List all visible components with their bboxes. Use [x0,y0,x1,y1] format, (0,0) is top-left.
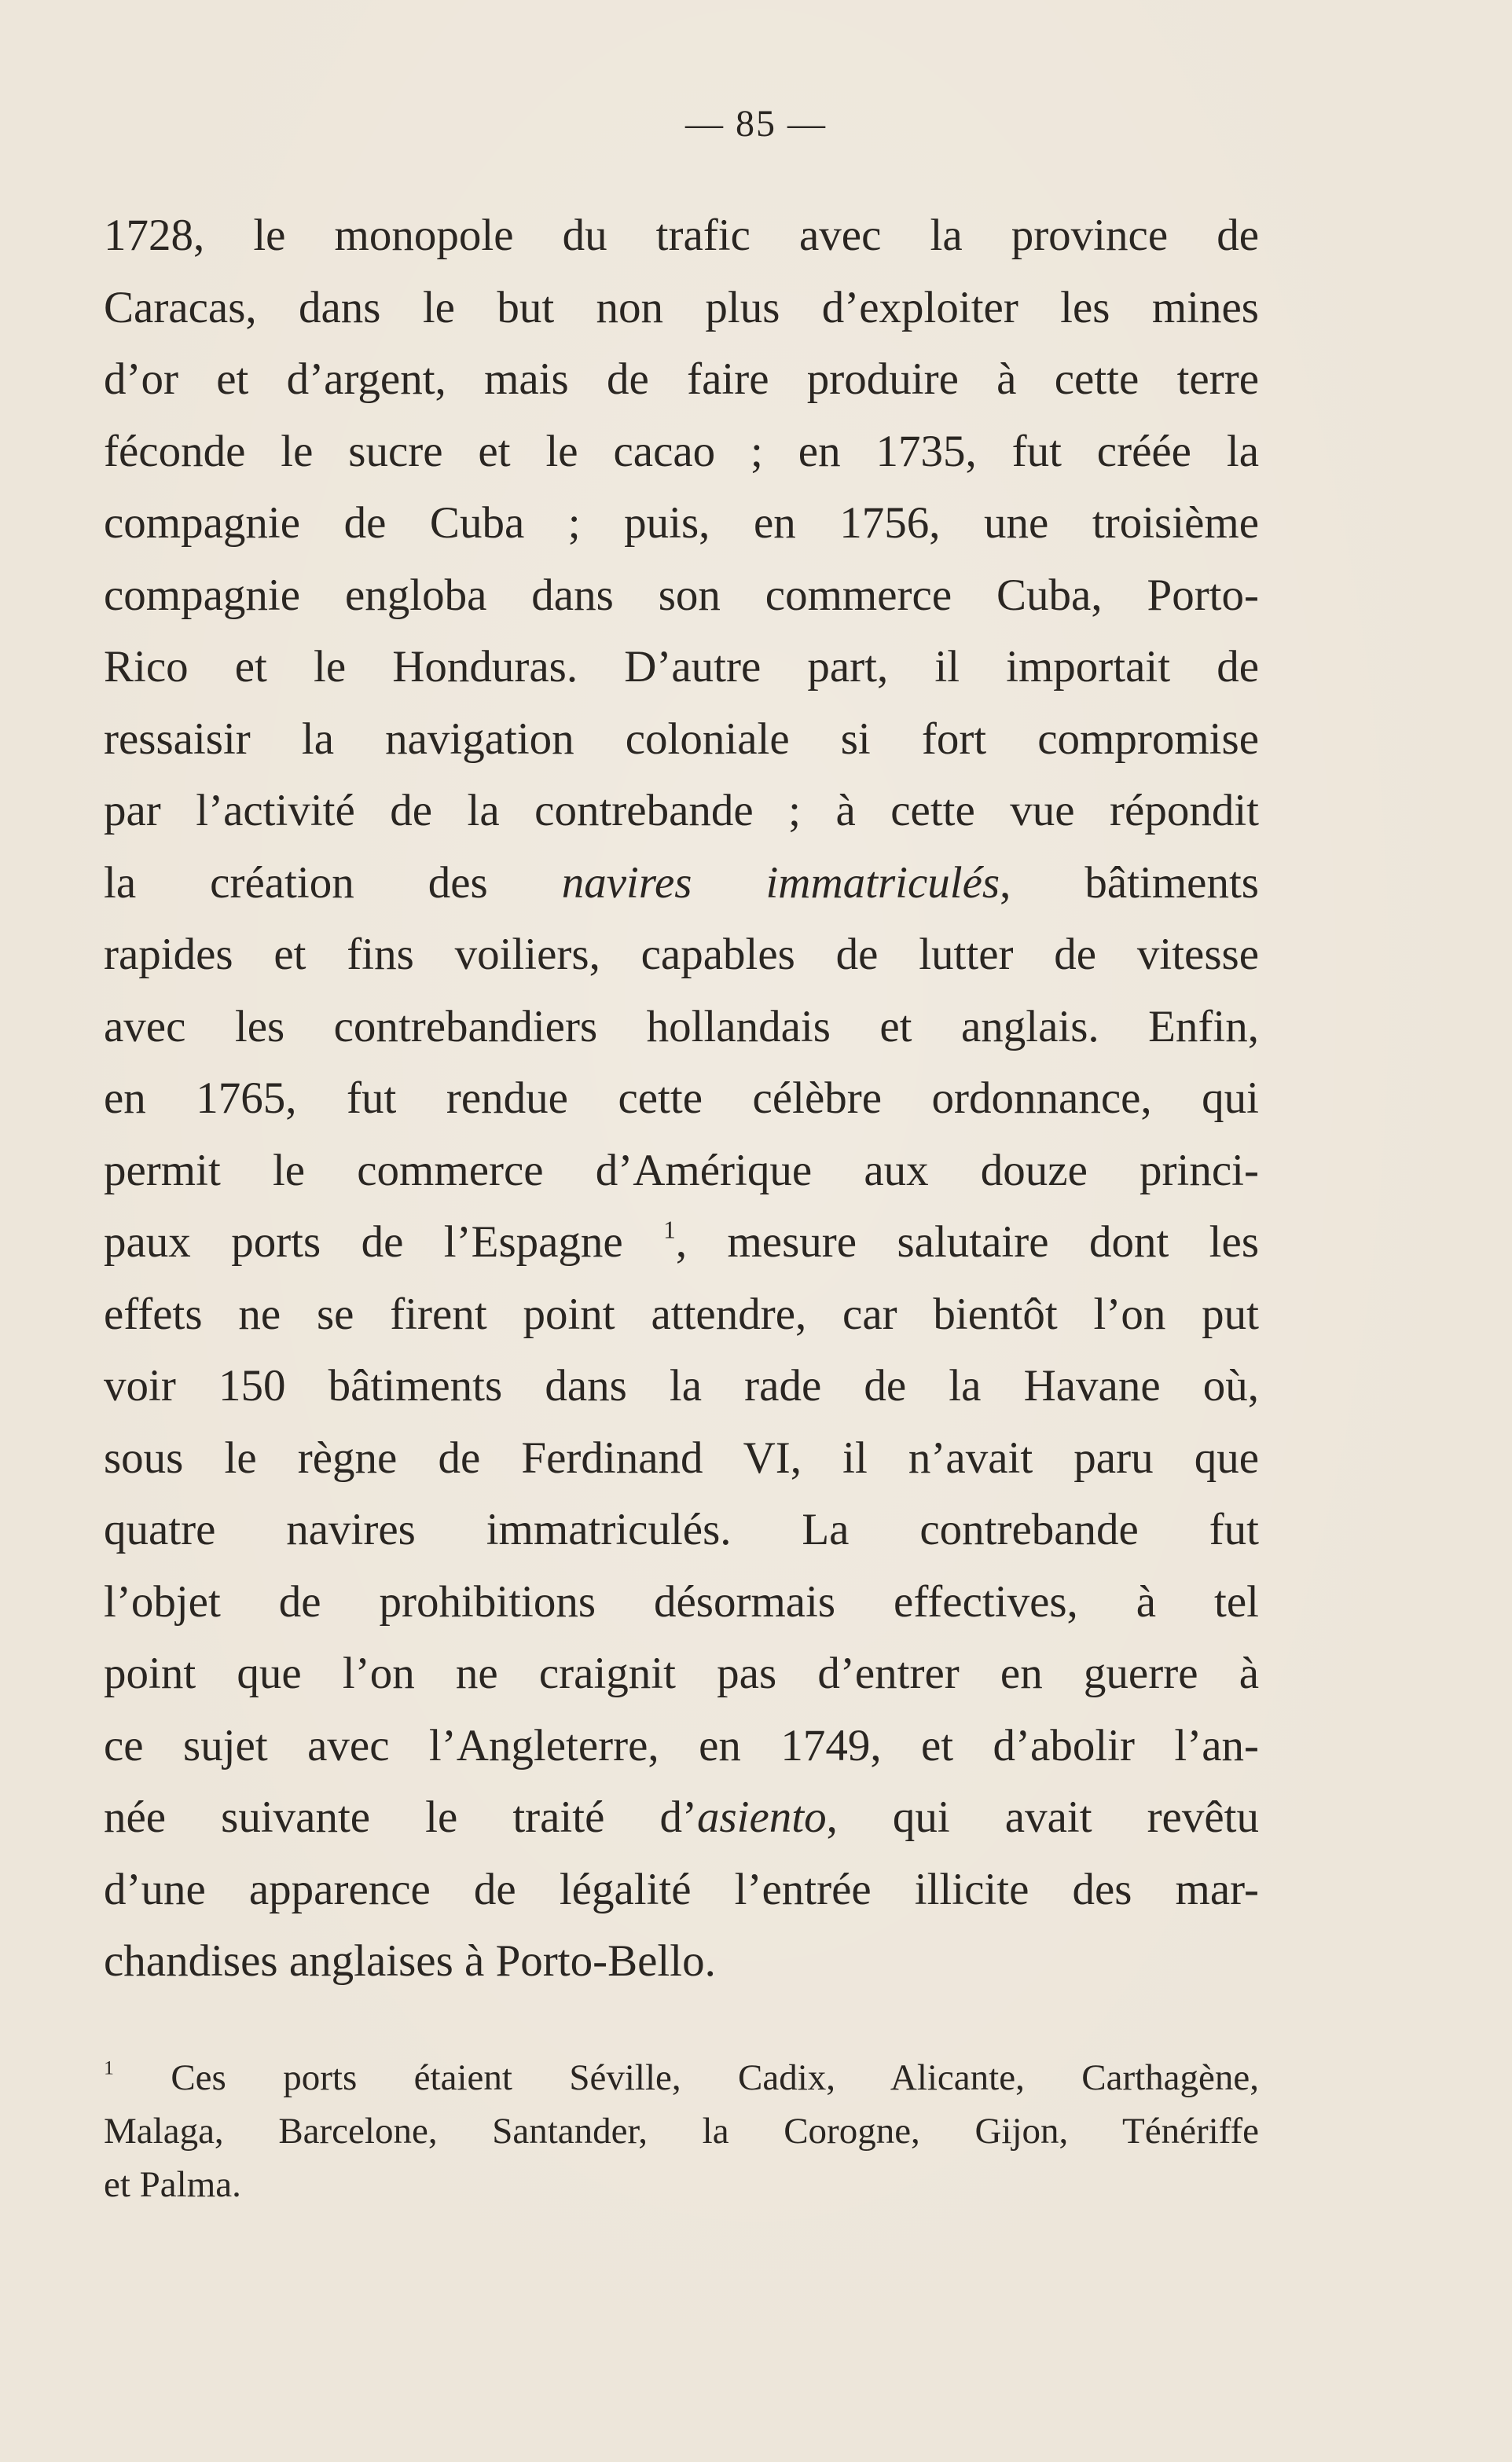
text-line: l’objet de prohibitions désormais effectives, à tel [104,1576,1259,1627]
text-line: effets ne se firent point attendre, car bientôt l’on put [104,1289,1259,1339]
text-line: permit le commerce d’Amérique aux douze princi- [104,1145,1259,1195]
text-line: rapides et fins voiliers, capables de lutter de vitesse [104,930,1259,979]
line-segment: , bâtiments [1000,857,1259,908]
footnote-marker: 1 [104,2056,114,2079]
text-line: d’une apparence de légalité l’entrée illicite des mar- [104,1864,1259,1914]
text-line: d’or et d’argent, mais de faire produire à cette terre [104,354,1259,404]
text-line: Caracas, dans le but non plus d’exploiter les mines [104,282,1259,332]
text-line [104,1781,1259,1854]
text-line: chandises anglaises à Porto-Bello. [104,1936,716,1986]
line-segment: , mesure salutaire dont les [675,1217,1260,1267]
footnote [104,2051,1259,2211]
text-line [104,1206,1259,1279]
body-text [104,200,1259,1998]
text-line: par l’activité de la contrebande ; à cette vue répondit [104,786,1259,835]
page-number: — 85 — [685,103,827,145]
italic-term: asiento [696,1792,827,1842]
line-segment: , qui avait revêtu [826,1792,1259,1842]
footnote-line: et Palma. [104,2164,241,2205]
text-line: avec les contrebandiers hollandais et anglais. Enfin, [104,1001,1259,1051]
footnote-line: Malaga, Barcelone, Santander, la Corogne, Gijon, Ténériffe [104,2111,1259,2152]
footnote-reference[interactable]: 1 [663,1216,676,1244]
footnote-line [104,2051,1259,2104]
footnote-text: Ces ports étaient Séville, Cadix, Alicante, Carthagène, [113,2057,1259,2098]
text-line: voir 150 bâtiments dans la rade de la Havane où, [104,1361,1259,1411]
line-segment: la création des [104,857,562,908]
text-line: quatre navires immatriculés. La contrebande fut [104,1505,1259,1554]
text-line: féconde le sucre et le cacao ; en 1735, fut créée la [104,426,1259,476]
text-line: point que l’on ne craignit pas d’entrer en guerre à [104,1649,1259,1698]
text-line: ce sujet avec l’Angleterre, en 1749, et d’abolir l’an- [104,1720,1259,1770]
line-segment: née suivante le traité d’ [104,1792,697,1842]
text-line: compagnie engloba dans son commerce Cuba, Porto- [104,570,1259,620]
line-segment: paux ports de l’Espagne [104,1217,664,1267]
text-line [104,847,1259,919]
italic-term: navires immatriculés [561,857,1000,908]
text-line: sous le règne de Ferdinand VI, il n’avait paru que [104,1433,1259,1483]
text-line: en 1765, fut rendue cette célèbre ordonnance, qui [104,1073,1259,1123]
text-line: 1728, le monopole du trafic avec la province de [104,211,1259,260]
text-line: ressaisir la navigation coloniale si fort compromise [104,714,1259,764]
text-line: compagnie de Cuba ; puis, en 1756, une troisième [104,498,1259,548]
text-line: Rico et le Honduras. D’autre part, il importait de [104,642,1259,692]
